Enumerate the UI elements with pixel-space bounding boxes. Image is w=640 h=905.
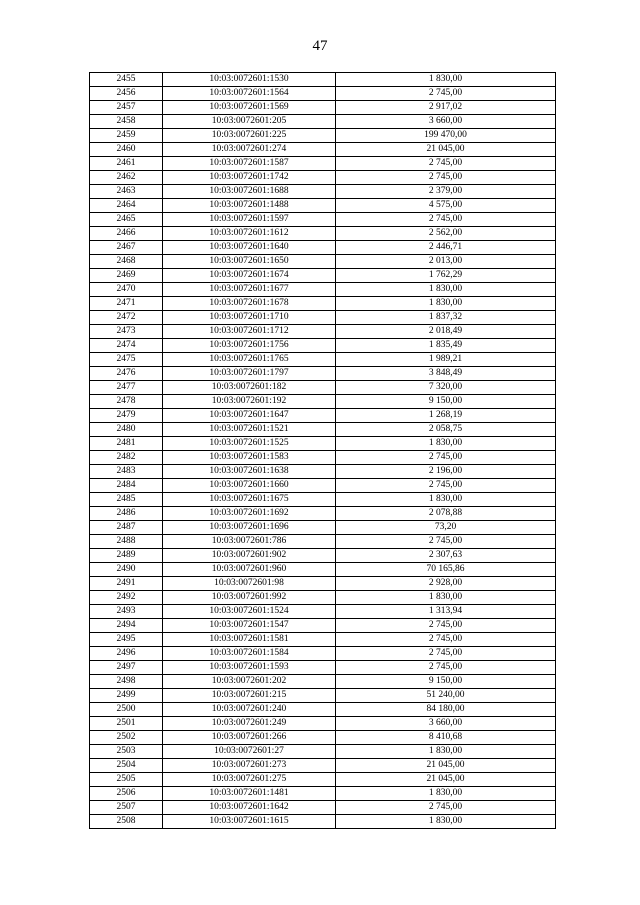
row-number-cell: 2456 (90, 87, 163, 101)
table-row (90, 129, 556, 143)
cadastral-number-cell: 10:03:0072601:1584 (163, 647, 336, 661)
row-number-cell: 2499 (90, 689, 163, 703)
row-number-cell: 2505 (90, 773, 163, 787)
table-row (90, 297, 556, 311)
table-row (90, 353, 556, 367)
cadastral-number-cell: 10:03:0072601:1612 (163, 227, 336, 241)
page-number: 47 (312, 38, 328, 54)
value-cell: 2 196,00 (336, 465, 556, 479)
row-number-cell: 2488 (90, 535, 163, 549)
table-row (90, 437, 556, 451)
table-row (90, 493, 556, 507)
cadastral-number-cell: 10:03:0072601:1688 (163, 185, 336, 199)
value-cell: 199 470,00 (336, 129, 556, 143)
cadastral-number-cell: 10:03:0072601:215 (163, 689, 336, 703)
table-row (90, 563, 556, 577)
cadastral-number-cell: 10:03:0072601:1547 (163, 619, 336, 633)
row-number-cell: 2500 (90, 703, 163, 717)
cadastral-number-cell: 10:03:0072601:98 (163, 577, 336, 591)
row-number-cell: 2501 (90, 717, 163, 731)
row-number-cell: 2492 (90, 591, 163, 605)
table-row (90, 367, 556, 381)
table-row (90, 269, 556, 283)
table-row (90, 87, 556, 101)
cadastral-number-cell: 10:03:0072601:1615 (163, 815, 336, 829)
row-number-cell: 2482 (90, 451, 163, 465)
cadastral-number-cell: 10:03:0072601:225 (163, 129, 336, 143)
value-cell: 21 045,00 (336, 143, 556, 157)
cadastral-number-cell: 10:03:0072601:960 (163, 563, 336, 577)
value-cell: 2 058,75 (336, 423, 556, 437)
value-cell: 1 762,29 (336, 269, 556, 283)
value-cell: 1 830,00 (336, 283, 556, 297)
cadastral-number-cell: 10:03:0072601:1674 (163, 269, 336, 283)
row-number-cell: 2471 (90, 297, 163, 311)
cadastral-number-cell: 10:03:0072601:992 (163, 591, 336, 605)
value-cell: 1 830,00 (336, 73, 556, 87)
value-cell: 73,20 (336, 521, 556, 535)
value-cell: 70 165,86 (336, 563, 556, 577)
value-cell: 51 240,00 (336, 689, 556, 703)
cadastral-number-cell: 10:03:0072601:1642 (163, 801, 336, 815)
value-cell: 9 150,00 (336, 395, 556, 409)
value-cell: 2 745,00 (336, 633, 556, 647)
table-row (90, 605, 556, 619)
value-cell: 1 830,00 (336, 437, 556, 451)
table-row (90, 283, 556, 297)
table-row (90, 703, 556, 717)
row-number-cell: 2483 (90, 465, 163, 479)
row-number-cell: 2495 (90, 633, 163, 647)
value-cell: 1 830,00 (336, 745, 556, 759)
table-row (90, 801, 556, 815)
value-cell: 2 917,02 (336, 101, 556, 115)
row-number-cell: 2484 (90, 479, 163, 493)
cadastral-number-cell: 10:03:0072601:1797 (163, 367, 336, 381)
value-cell: 2 446,71 (336, 241, 556, 255)
value-cell: 1 830,00 (336, 591, 556, 605)
value-cell: 1 830,00 (336, 493, 556, 507)
value-cell: 1 835,49 (336, 339, 556, 353)
cadastral-number-cell: 10:03:0072601:27 (163, 745, 336, 759)
row-number-cell: 2490 (90, 563, 163, 577)
cadastral-number-cell: 10:03:0072601:266 (163, 731, 336, 745)
cadastral-number-cell: 10:03:0072601:273 (163, 759, 336, 773)
cadastral-number-cell: 10:03:0072601:786 (163, 535, 336, 549)
cadastral-number-cell: 10:03:0072601:1650 (163, 255, 336, 269)
cadastral-number-cell: 10:03:0072601:205 (163, 115, 336, 129)
value-cell: 21 045,00 (336, 759, 556, 773)
row-number-cell: 2476 (90, 367, 163, 381)
table-row (90, 759, 556, 773)
table-row (90, 199, 556, 213)
row-number-cell: 2459 (90, 129, 163, 143)
value-cell: 3 848,49 (336, 367, 556, 381)
cadastral-number-cell: 10:03:0072601:1692 (163, 507, 336, 521)
table-row (90, 115, 556, 129)
table-row (90, 675, 556, 689)
cadastral-number-cell: 10:03:0072601:192 (163, 395, 336, 409)
table-row (90, 185, 556, 199)
table-row (90, 591, 556, 605)
row-number-cell: 2461 (90, 157, 163, 171)
cadastral-number-cell: 10:03:0072601:1677 (163, 283, 336, 297)
table-row (90, 521, 556, 535)
row-number-cell: 2470 (90, 283, 163, 297)
table-row (90, 577, 556, 591)
table-row (90, 241, 556, 255)
row-number-cell: 2502 (90, 731, 163, 745)
row-number-cell: 2494 (90, 619, 163, 633)
table-row (90, 633, 556, 647)
table-row (90, 157, 556, 171)
row-number-cell: 2489 (90, 549, 163, 563)
cadastral-number-cell: 10:03:0072601:1696 (163, 521, 336, 535)
row-number-cell: 2478 (90, 395, 163, 409)
value-cell: 2 562,00 (336, 227, 556, 241)
row-number-cell: 2498 (90, 675, 163, 689)
table-row (90, 745, 556, 759)
table-row (90, 689, 556, 703)
row-number-cell: 2496 (90, 647, 163, 661)
value-cell: 1 830,00 (336, 787, 556, 801)
row-number-cell: 2465 (90, 213, 163, 227)
table-row (90, 101, 556, 115)
value-cell: 1 268,19 (336, 409, 556, 423)
table-row (90, 213, 556, 227)
table-row (90, 731, 556, 745)
row-number-cell: 2480 (90, 423, 163, 437)
cadastral-number-cell: 10:03:0072601:1756 (163, 339, 336, 353)
value-cell: 21 045,00 (336, 773, 556, 787)
row-number-cell: 2466 (90, 227, 163, 241)
table-row (90, 451, 556, 465)
value-cell: 9 150,00 (336, 675, 556, 689)
value-cell: 2 745,00 (336, 647, 556, 661)
table-row (90, 395, 556, 409)
table-row (90, 549, 556, 563)
value-cell: 2 745,00 (336, 619, 556, 633)
value-cell: 2 745,00 (336, 661, 556, 675)
row-number-cell: 2506 (90, 787, 163, 801)
value-cell: 1 830,00 (336, 297, 556, 311)
cadastral-number-cell: 10:03:0072601:240 (163, 703, 336, 717)
row-number-cell: 2503 (90, 745, 163, 759)
table-row (90, 381, 556, 395)
table-body (90, 73, 556, 829)
value-cell: 2 745,00 (336, 87, 556, 101)
table-row (90, 227, 556, 241)
row-number-cell: 2475 (90, 353, 163, 367)
value-cell: 84 180,00 (336, 703, 556, 717)
row-number-cell: 2468 (90, 255, 163, 269)
cadastral-number-cell: 10:03:0072601:1678 (163, 297, 336, 311)
cadastral-number-cell: 10:03:0072601:249 (163, 717, 336, 731)
cadastral-number-cell: 10:03:0072601:182 (163, 381, 336, 395)
value-cell: 1 830,00 (336, 815, 556, 829)
value-cell: 3 660,00 (336, 717, 556, 731)
cadastral-number-cell: 10:03:0072601:1712 (163, 325, 336, 339)
table-row (90, 73, 556, 87)
row-number-cell: 2473 (90, 325, 163, 339)
row-number-cell: 2464 (90, 199, 163, 213)
row-number-cell: 2460 (90, 143, 163, 157)
cadastral-number-cell: 10:03:0072601:202 (163, 675, 336, 689)
cadastral-number-cell: 10:03:0072601:1524 (163, 605, 336, 619)
value-cell: 7 320,00 (336, 381, 556, 395)
table-row (90, 815, 556, 829)
table-row (90, 311, 556, 325)
table-row (90, 171, 556, 185)
registry-table (89, 72, 556, 829)
cadastral-number-cell: 10:03:0072601:1710 (163, 311, 336, 325)
cadastral-number-cell: 10:03:0072601:1742 (163, 171, 336, 185)
cadastral-number-cell: 10:03:0072601:1675 (163, 493, 336, 507)
table-row (90, 535, 556, 549)
cadastral-number-cell: 10:03:0072601:1581 (163, 633, 336, 647)
cadastral-number-cell: 10:03:0072601:1564 (163, 87, 336, 101)
value-cell: 1 313,94 (336, 605, 556, 619)
cadastral-number-cell: 10:03:0072601:1488 (163, 199, 336, 213)
value-cell: 1 989,21 (336, 353, 556, 367)
row-number-cell: 2479 (90, 409, 163, 423)
table-row (90, 465, 556, 479)
cadastral-number-cell: 10:03:0072601:1765 (163, 353, 336, 367)
value-cell: 8 410,68 (336, 731, 556, 745)
value-cell: 4 575,00 (336, 199, 556, 213)
table-row (90, 339, 556, 353)
table-row (90, 325, 556, 339)
row-number-cell: 2463 (90, 185, 163, 199)
row-number-cell: 2491 (90, 577, 163, 591)
value-cell: 2 745,00 (336, 157, 556, 171)
value-cell: 3 660,00 (336, 115, 556, 129)
cadastral-number-cell: 10:03:0072601:1597 (163, 213, 336, 227)
cadastral-number-cell: 10:03:0072601:275 (163, 773, 336, 787)
value-cell: 2 928,00 (336, 577, 556, 591)
cadastral-number-cell: 10:03:0072601:274 (163, 143, 336, 157)
cadastral-number-cell: 10:03:0072601:902 (163, 549, 336, 563)
table-row (90, 255, 556, 269)
value-cell: 2 018,49 (336, 325, 556, 339)
cadastral-number-cell: 10:03:0072601:1525 (163, 437, 336, 451)
row-number-cell: 2497 (90, 661, 163, 675)
value-cell: 2 745,00 (336, 801, 556, 815)
row-number-cell: 2486 (90, 507, 163, 521)
value-cell: 2 307,63 (336, 549, 556, 563)
table-row (90, 619, 556, 633)
row-number-cell: 2493 (90, 605, 163, 619)
table-row (90, 409, 556, 423)
row-number-cell: 2477 (90, 381, 163, 395)
row-number-cell: 2485 (90, 493, 163, 507)
row-number-cell: 2474 (90, 339, 163, 353)
row-number-cell: 2458 (90, 115, 163, 129)
cadastral-number-cell: 10:03:0072601:1660 (163, 479, 336, 493)
value-cell: 2 379,00 (336, 185, 556, 199)
table-row (90, 143, 556, 157)
table-row (90, 787, 556, 801)
cadastral-number-cell: 10:03:0072601:1640 (163, 241, 336, 255)
cadastral-number-cell: 10:03:0072601:1569 (163, 101, 336, 115)
value-cell: 2 745,00 (336, 479, 556, 493)
cadastral-number-cell: 10:03:0072601:1530 (163, 73, 336, 87)
value-cell: 2 745,00 (336, 171, 556, 185)
cadastral-number-cell: 10:03:0072601:1583 (163, 451, 336, 465)
cadastral-number-cell: 10:03:0072601:1638 (163, 465, 336, 479)
table-row (90, 479, 556, 493)
row-number-cell: 2481 (90, 437, 163, 451)
row-number-cell: 2472 (90, 311, 163, 325)
cadastral-number-cell: 10:03:0072601:1481 (163, 787, 336, 801)
row-number-cell: 2487 (90, 521, 163, 535)
cadastral-number-cell: 10:03:0072601:1521 (163, 423, 336, 437)
row-number-cell: 2469 (90, 269, 163, 283)
value-cell: 2 745,00 (336, 451, 556, 465)
row-number-cell: 2508 (90, 815, 163, 829)
value-cell: 2 745,00 (336, 535, 556, 549)
row-number-cell: 2467 (90, 241, 163, 255)
value-cell: 2 745,00 (336, 213, 556, 227)
table-row (90, 661, 556, 675)
row-number-cell: 2504 (90, 759, 163, 773)
value-cell: 2 078,88 (336, 507, 556, 521)
row-number-cell: 2457 (90, 101, 163, 115)
row-number-cell: 2462 (90, 171, 163, 185)
cadastral-number-cell: 10:03:0072601:1587 (163, 157, 336, 171)
cadastral-number-cell: 10:03:0072601:1593 (163, 661, 336, 675)
table-row (90, 773, 556, 787)
value-cell: 1 837,32 (336, 311, 556, 325)
cadastral-number-cell: 10:03:0072601:1647 (163, 409, 336, 423)
row-number-cell: 2455 (90, 73, 163, 87)
table-row (90, 423, 556, 437)
row-number-cell: 2507 (90, 801, 163, 815)
value-cell: 2 013,00 (336, 255, 556, 269)
table-row (90, 507, 556, 521)
table-row (90, 647, 556, 661)
table-row (90, 717, 556, 731)
